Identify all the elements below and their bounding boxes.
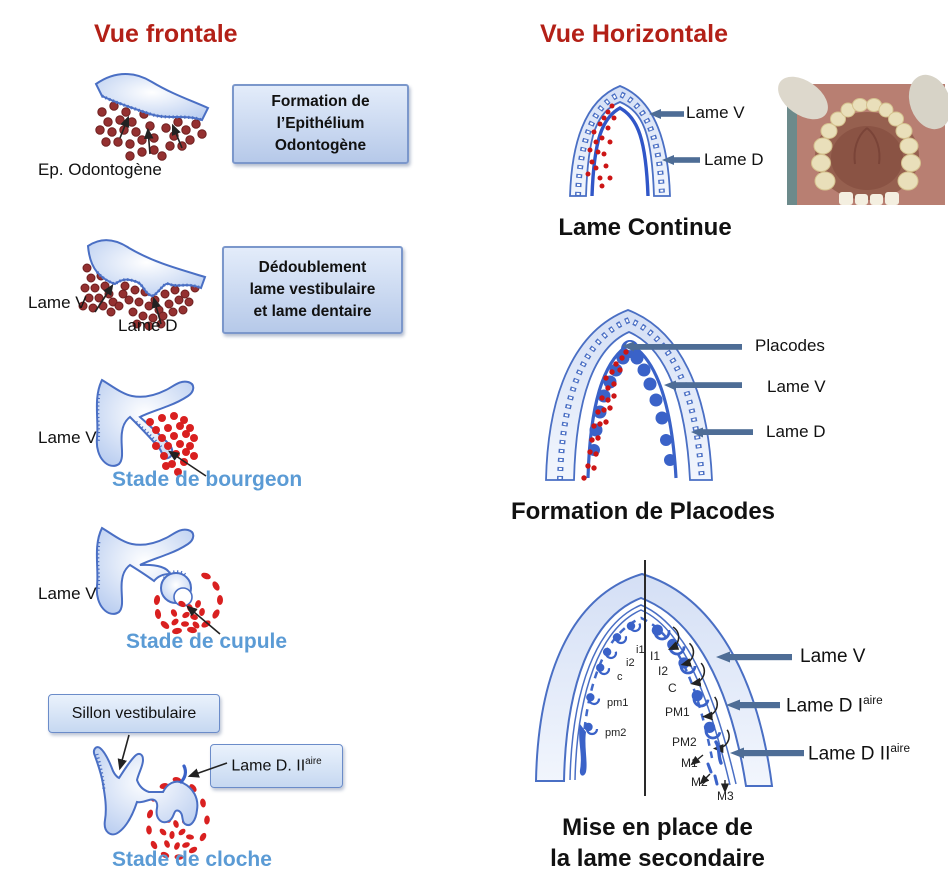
left-column-title: Vue frontale — [94, 20, 238, 48]
epithelium-band — [96, 74, 208, 120]
textbox-line: Dédoublement — [258, 259, 367, 277]
textbox-line: lame vestibulaire — [249, 281, 376, 299]
tooth-label-C: C — [668, 681, 677, 695]
tooth-label-c: c — [617, 671, 623, 683]
drawing-formation-placodes — [536, 300, 771, 490]
tooth-label-PM1: PM1 — [665, 705, 690, 719]
drawing-epithelium-odontogene — [86, 68, 216, 168]
label-lame-v-continue: Lame V — [686, 103, 745, 122]
caption-mise-en-place — [530, 812, 785, 874]
tooth-label-I1: I1 — [650, 649, 661, 663]
pointer-lame-v — [664, 381, 742, 391]
label-lame-v-placodes: Lame V — [767, 377, 826, 396]
tooth-label-I2: I2 — [658, 664, 669, 678]
sillon-arrow — [120, 735, 129, 768]
label-lame-d-secondaire: Lame D $II^{aire}$ — [808, 742, 910, 765]
right-column-title: Vue Horizontale — [540, 20, 728, 48]
caption-stade-cloche: Stade de cloche — [112, 848, 272, 871]
label-lame-v-secondaire: Lame V — [800, 646, 866, 667]
textbox-line: Formation de — [271, 93, 370, 111]
textbox-line: et lame dentaire — [253, 302, 372, 320]
caption-formation-placodes: Formation de Placodes — [510, 498, 776, 525]
tooth-label-PM2: PM2 — [672, 735, 697, 749]
pointer-lame-d — [691, 428, 753, 438]
textbox-dedoublement — [222, 246, 403, 334]
textbox-formation-epithelium — [232, 84, 409, 164]
lame-drip — [579, 724, 586, 776]
tooth-label-i1: i1 — [636, 644, 645, 656]
lame-v-et-cloche-shape — [94, 747, 197, 834]
caption-stade-cupule: Stade de cupule — [126, 630, 288, 653]
drawing-lame-secondaire — [520, 556, 830, 801]
textbox-line: Odontogène — [274, 136, 367, 154]
caption-lame-continue: Lame Continue — [558, 214, 732, 241]
textbox-label: Lame D. $II^{aire}$ — [231, 756, 322, 775]
lame-secondaire-sprout — [181, 766, 185, 782]
label-lame-d-primaire: Lame D $I^{aire}$ — [786, 694, 883, 717]
tooth-label-i2: i2 — [626, 657, 635, 669]
tooth-label-pm1: pm1 — [607, 697, 629, 709]
label-lame-v-stage2: Lame V — [28, 293, 87, 312]
label-placodes: Placodes — [755, 336, 825, 355]
tooth-label-M3: M3 — [717, 789, 734, 803]
pointer-lame-v — [716, 652, 792, 663]
drawing-lame-continue — [552, 78, 702, 200]
label-lame-d-stage2: Lame D — [118, 316, 178, 335]
textbox-line: l’Epithélium — [276, 115, 365, 133]
tooth-label-M1: M1 — [681, 756, 698, 770]
label-lame-v-stage4: Lame V — [38, 584, 97, 603]
label-lame-v-stage3: Lame V — [38, 428, 97, 447]
maxillary-arch-photo — [787, 84, 945, 205]
tooth-label-pm2: pm2 — [605, 727, 627, 739]
tooth-label-M2: M2 — [691, 775, 708, 789]
caption-line: la lame secondaire — [550, 845, 765, 873]
textbox-label: Sillon vestibulaire — [71, 704, 197, 722]
label-lame-d-continue: Lame D — [704, 150, 764, 169]
label-ep-odontogene: Ep. Odontogène — [38, 160, 162, 179]
lame-secondaire-arrow — [190, 763, 227, 776]
label-lame-d-placodes: Lame D — [766, 422, 826, 441]
caption-stade-bourgeon: Stade de bourgeon — [112, 468, 303, 491]
drawing-stade-cupule — [78, 520, 263, 642]
caption-line: Mise en place de — [562, 814, 753, 841]
